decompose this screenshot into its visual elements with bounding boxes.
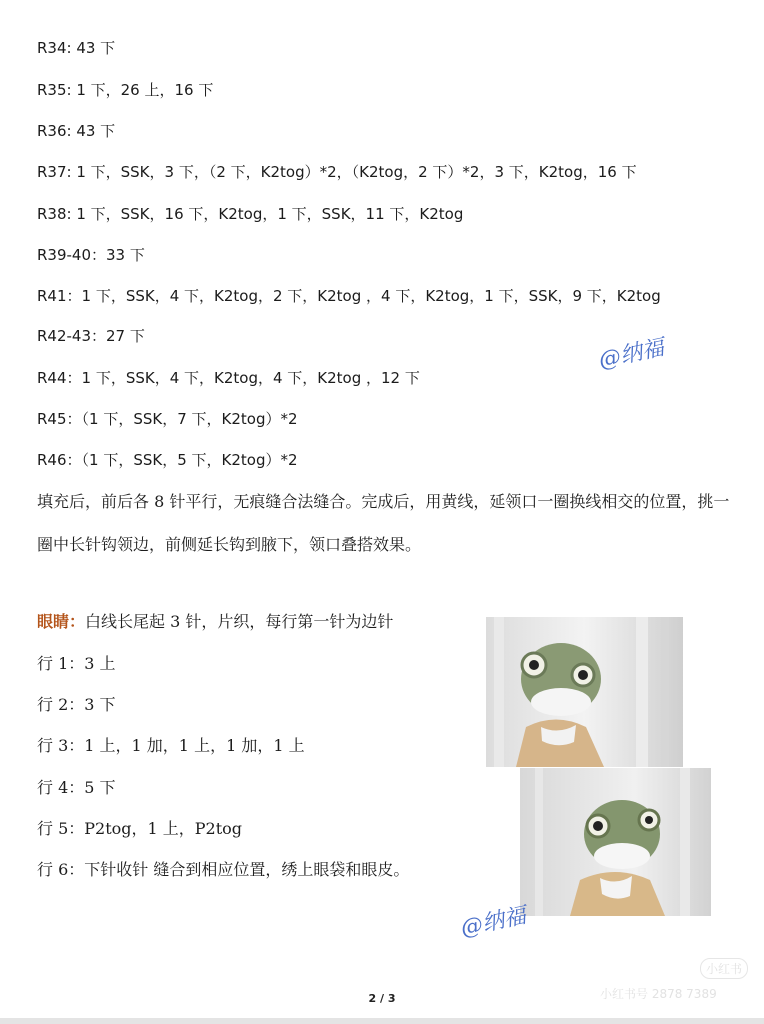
row-r38: R38: 1 下，SSK，16 下，K2tog，1 下，SSK，11 下，K2tog <box>37 205 464 223</box>
row-r45: R45：（1 下，SSK，7 下，K2tog）*2 <box>37 410 298 428</box>
row-r39-40: R39-40：33 下 <box>37 246 145 264</box>
eye-row-4: 行 4：5 下 <box>37 778 116 797</box>
frog-photo-2 <box>520 768 711 916</box>
eyes-intro: 白线长尾起 3 针，片织，每行第一针为边针 <box>85 612 394 631</box>
faint-badge: 小红书 <box>700 958 748 979</box>
eyes-heading <box>37 612 393 632</box>
eye-row-2: 行 2：3 下 <box>37 695 116 714</box>
eye-row-3: 行 3：1 上，1 加，1 上，1 加，1 上 <box>37 736 305 755</box>
finish-paragraph: 填充后，前后各 8 针平行，无痕缝合法缝合。完成后，用黄线，延领口一圈换线相交的位置，挑一圈中长针钩领边，前侧延长钩到腋下，领口叠搭效果。 <box>37 492 730 554</box>
row-r34: R34: 43 下 <box>37 39 116 57</box>
row-r41: R41：1 下，SSK，4 下，K2tog，2 下，K2tog ，4 下，K2tog，1 下，SSK，9 下，K2tog <box>37 287 661 305</box>
row-r44: R44：1 下，SSK，4 下，K2tog，4 下，K2tog ，12 下 <box>37 369 420 387</box>
frog-photo-1 <box>486 617 683 767</box>
row-r46: R46：（1 下，SSK，5 下，K2tog）*2 <box>37 451 298 469</box>
watermark-signature-2: @纳福 <box>458 903 529 942</box>
row-r42-43: R42-43：27 下 <box>37 327 145 345</box>
watermark-signature: @纳福 <box>596 335 667 374</box>
row-r35: R35: 1 下，26 上，16 下 <box>37 81 214 99</box>
eye-row-5: 行 5：P2tog，1 上，P2tog <box>37 819 243 838</box>
row-r37: R37: 1 下，SSK，3 下，（2 下，K2tog）*2，（K2tog，2 下）*2，3 下，K2tog，16 下 <box>37 163 637 181</box>
eye-row-1: 行 1：3 上 <box>37 654 116 673</box>
faint-id: 小红书号 2878 7389 <box>600 987 717 1001</box>
bottom-bar <box>0 1018 764 1024</box>
eye-row-6: 行 6：下针收针 缝合到相应位置，绣上眼袋和眼皮。 <box>37 860 410 879</box>
page-number: 2 / 3 <box>368 992 396 1005</box>
eyes-label: 眼睛： <box>37 612 86 631</box>
row-r36: R36: 43 下 <box>37 122 116 140</box>
